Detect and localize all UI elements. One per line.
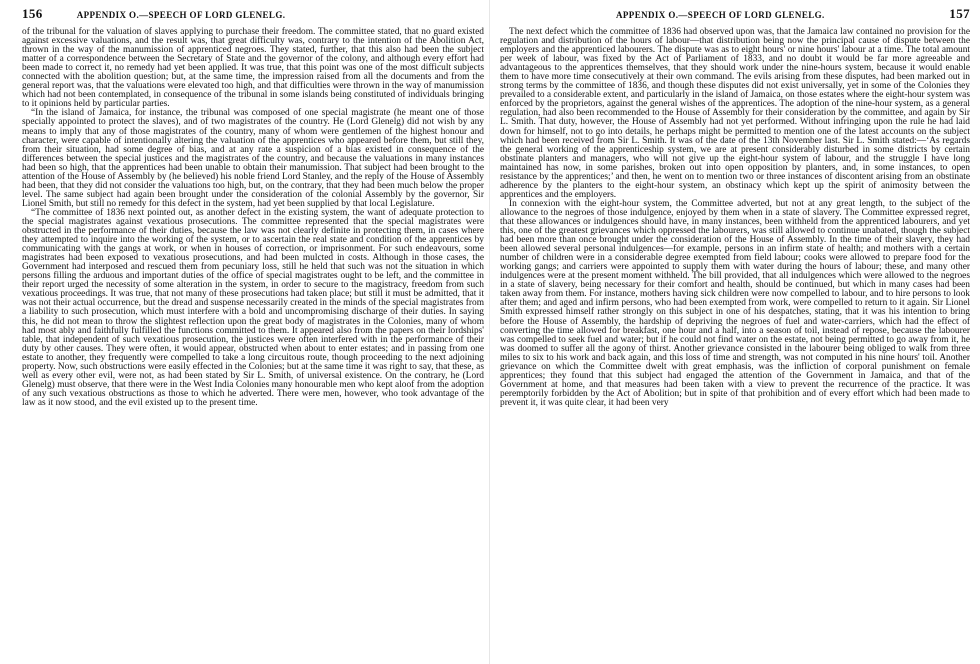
running-title-right: APPENDIX O.—SPEECH OF LORD GLENELG. — [616, 10, 825, 20]
paragraph: “In the island of Jamaica, for instance, the tribunal was composed of one special magistrate (he meant one of those specially appointed to protect the slaves), and of two magistrates of the country. He (Lord Glenelg) did not wish by any means to imply that any of those magistrates of the country, many of whom were gentlemen of the highest honour and character, were capable of intentionally altering the valuation of the apprentices who appeared before them, but still they, from their situation, had some degree of bias, and at any rate a suspicion of a bias existed in consequence of the differences between the special justices and the magistrates of the country, and because the valuations in many instances had been so high, that the apprentices had been unable to obtain their manumission. That subject had been brought to the attention of the House of Assembly by (he believed) his noble friend Lord Stanley, and the reply of the House of Assembly had been, that they did not consider the valuations too high, but, on the contrary, that they had been much below the proper level. The same subject had again been brought under the consideration of the colonial Assembly by the governor, Sir Lionel Smith, but still no remedy for this defect in the system, had yet been supplied by that local Legislature. — [22, 108, 484, 209]
running-head-left — [22, 6, 484, 24]
right-page — [490, 0, 980, 664]
paragraph: The next defect which the committee of 1836 had observed upon was, that the Jamaica law contained no provision for the regulation and distribution of the hours of labour—that distribution being now the principal cause of dispute between the employers and the apprenticed labourers. The dispute was as to eight hours' or nine hours' labour at a time. The total amount per week of labour, was fixed by the Act of Parliament of 1833, and no doubt it would be far more agreeable and advantageous to the apprentices themselves, that they should work under the nine-hours system, because it would enable them to have more time consecutively at their own command. The evils arising from these disputes, had been marked out in strong terms by the committee of 1836, and though these disputes did not exist universally, yet in some of the Colonies they prevailed to a considerable extent, and particularly in the island of Jamaica, on those estates where the eight-hour system was enforced by the proprietors, against the general wishes of the apprentices. The adoption of the nine-hour system, as a general regulation, had also been recommended to the House of Assembly for their consideration by the committee, and again by Sir L. Smith. That duty, however, the House of Assembly had not yet performed. Without infringing upon the rule he had laid down for himself, not to go into details, he perhaps might be permitted to mention one of the latest accounts on the subject which had been received from Sir L. Smith. It was of the date of the 13th November last. Sir L. Smith stated:—‘As regards the general working of the apprenticeship system, we are at present considerably disturbed in some districts by certain obstinate planters and managers, who will not give up the eight-hour system of labour, and the struggle I have long maintained has now, in some parishes, broken out into open opposition by planters, and, in some instances, to open resistance by the apprentices;’ and then, he went on to mention two or three instances of discontent arising from an obstinate adherence by the planters to the eight-hour system, an obstinacy which kept up the spirit of animosity between the apprentices and the employers. — [500, 27, 970, 200]
paragraph: In connexion with the eight-hour system, the Committee adverted, but not at any great length, to the subject of the allowance to the negroes of those indulgence, enjoyed by them when in a state of slavery. The Committee expressed regret, that these allowances or indulgences should have, in many instances, been withheld from the apprenticed labourers, and yet this, one of the greatest grievances which oppressed the labourers, was still allowed to continue unabated, though the subject had been more than once brought under the consideration of the House of Assembly. In the time of their slavery, they had been allowed several personal indulgences—for example, persons in an infirm state of health; and mothers with a certain number of children were in a considerable degree exempted from field labour; cooks were allowed to prepare food for the working gangs; and carriers were appointed to supply them with water during the hours of labour; these, and many other indulgences were at the present moment withheld. The bill provided, that all indulgences which were allowed to the negroes in a state of slavery, being necessary for their comfort and health, should be continued, but which in many cases had been taken away from them. For instance, mothers having sick children were now compelled to labour, and to hire persons to look after them; and aged and infirm persons, who had been exempted from work, were compelled to return to it again. Sir Lionel Smith expressed himself rather strongly on this subject in one of his despatches, stating, that it was his intention to bring before the House of Assembly, the hardship of depriving the negroes of fuel and water-carriers, which had the effect of converting the time allowed for breakfast, one hour and a half, into a season of toil, instead of repose, because the labourer was compelled to seek fuel and water; but if he could not find water on the estate, not being permitted to go away from it, he was doomed to suffer all the agony of thirst. Another grievance consisted in the labourer being obliged to walk from three miles to six to his work and back again, and this loss of time and strength, was not computed in his nine hours' toil. Another grievance on which the Committee dwelt with great emphasis, was the infliction of corporal punishment on female apprentices; they found that this subject had engaged the attention of the Government in Jamaica, and that of the Government at home, and that measures had been taken with a view to prevent the recurrence of the practice. It was peremptorily forbidden by the Act of Abolition; but in spite of that prohibition and of every effort which had been made to prevent it, it was quite clear, it had been very — [500, 198, 970, 408]
page-number-left: 156 — [22, 6, 43, 21]
right-page-text — [500, 28, 970, 408]
page-number-right: 157 — [949, 6, 970, 21]
left-page-text — [22, 28, 484, 408]
running-title-left: APPENDIX O.—SPEECH OF LORD GLENELG. — [76, 10, 286, 20]
paragraph: of the tribunal for the valuation of slaves applying to purchase their freedom. The committee stated, that no guard existed against excessive valuations, and the result was, that great difficulty was, contrary to the intention of the Abolition Act, thrown in the way of the manumission of apprenticed negroes. They stated, further, that this also had been the subject matter of a correspondence between the Secretary of State and the governor of the colony, and although every effort had been made to correct it, no remedy had yet been applied. It was true, that this point was one of the most difficult subjects connected with the abolition question; but, at the same time, the impression raised from all the documents and from the general report was, that the valuations were elevated too high, and that difficulties were thrown in the way of manumission which had not been contemplated, in consequence of the tribunal in some islands being constituted of individuals bringing to it opinions held by particular parties. — [22, 27, 484, 110]
paragraph: “The committee of 1836 next pointed out, as another defect in the existing system, the want of adequate protection to the special magistrates against vexatious prosecutions. The committee represented that the special magistrates were obstructed in the performance of their duties, because the law was not clearly definite in protecting them, in cases where they attempted to inquire into the working of the system, or to ascertain the real state and condition of the apprentices by communicating with the gangs at work, or when in houses of correction, or imprisonment. For such endeavours, some magistrates had been exposed to vexatious prosecutions, and had been mulcted in costs. Although in those cases, the Government had interposed and rescued them from pecuniary loss, still he held that such was not the situation in which persons filling the arduous and important duties of the office of special magistrates ought to be left, and the committee in their report urged the necessity of some alteration in the system, in order to secure to the magistracy, freedom from such vexatious proceedings. It was true, that not many of these prosecutions had taken place; but still it must be admitted, that it was not their actual occurrence, but the dread and suspense necessarily created in the minds of the special magistrates from a liability to such prosecution, which must interfere with a bold and uncompromising discharge of their duties. In saying this, he did not mean to throw the slightest reflection upon the great body of magistrates in the Colonies, many of whom had most ably and faithfully fulfilled the functions committed to them. It appeared also from the papers on their lordships' table, that independent of such vexatious prosecution, the justices were often interfered with in the performance of their duty by other causes. They were often, it would appear, obstructed when about to enter estates; and in passing from one estate to another, they frequently were compelled to take a long circuitous route, though proceeding to the next adjoining property. Now, such obstructions were easily effected in the Colonies; but at the same time it was right to say, that these, as well as every other evil, were not, as had been stated by Sir L. Smith, of universal existence. On the contrary, he (Lord Glenelg) must observe, that there were in the West India Colonies many honourable men who kept aloof from the adoption of any such vexatious obstructions as those to which he adverted. There were men, however, who took advantage of the law as it now stood, and the evil existed up to the present time. — [22, 207, 484, 408]
running-head-right — [500, 6, 970, 24]
